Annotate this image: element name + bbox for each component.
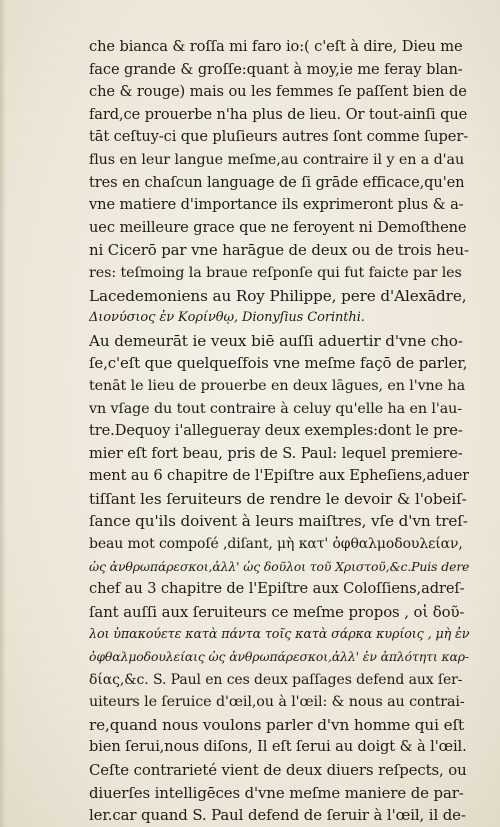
text-line: chef au 3 chapitre de l'Epiſtre aux Coloſſiens,adreſ- [89, 580, 465, 598]
text-line: tiſſant les ſeruiteurs de rendre le devoir & l'obeiſ- [89, 489, 467, 508]
text-line: tenāt le lieu de prouerbe en deux lāgues, en l'vne ha [89, 377, 465, 394]
text-line: face grande & groſſe:quant à moy,ie me feray blan- [89, 60, 463, 78]
page-edge-shadow [0, 0, 6, 827]
text-line: uiteurs le ſeruice d'œil,ou à l'œil: & nous au contrai- [89, 694, 465, 711]
text-line: Διονύσιος ἐν Κορίνθῳ, Dionyſius Corinthi. [89, 310, 365, 326]
text-line: che & rouge) mais ou les femmes ſe paſſent bien de [89, 83, 467, 101]
text-line: bien ſerui,nous diſons, Il eſt ſerui au doigt & à l'œil. [89, 738, 467, 756]
text-line: ὡς ἀνθρωπάρεσκοι,ἀλλ' ὡς δοῦλοι τοῦ Χριστοῦ,&c.Puis dere [89, 558, 469, 574]
text-line: δίας,&c. S. Paul en ces deux paſſages defend aux ſer- [89, 671, 463, 688]
text-line: tāt ceſtuy-ci que pluſieurs autres ſont comme ſuper- [89, 128, 469, 146]
text-line: ſant auſſi aux ſeruiteurs ce meſme propos , οἱ δοῦ- [89, 602, 465, 621]
text-line: ni Cicerō par vne harāgue de deux ou de trois heu- [89, 241, 469, 260]
text-line: che bianca & roſſa mi faro io:( c'eſt à dire, Dieu me [89, 38, 463, 55]
text-line: λοι ὑπακούετε κατὰ πάντα τοῖς κατὰ σάρκα κυρίοις , μὴ ἐν [89, 626, 469, 642]
text-line: mier eſt fort beau, pris de S. Paul: lequel premiere- [89, 444, 463, 462]
text-line: vne matiere d'importance ils exprimeront plus & a- [89, 196, 464, 214]
text-line: uec meilleure grace que ne feroyent ni Demoſthene [89, 218, 467, 236]
text-line: ler.car quand S. Paul defend de ſeruir à l'œil, il de- [89, 806, 466, 825]
text-line: Ceſte contrarieté vient de deux diuers reſpects, ou [89, 761, 467, 779]
text-line: flus en leur langue meſme,au contraire il y en a d'au [89, 151, 465, 168]
text-line: Lacedemoniens au Roy Philippe, pere d'Alexādre, [89, 286, 467, 305]
text-line: ὀφθαλμοδουλείαις ὡς ἀνθρωπάρεσκοι,ἀλλ' ἐν ἁπλότητι καρ- [89, 649, 469, 665]
text-line: ſance qu'ils doivent à leurs maiſtres, vſe d'vn treſ- [89, 512, 468, 531]
text-line: beau mot compoſé ,diſant, μὴ κατ' ὀφθαλμοδουλείαν, [89, 536, 463, 553]
text-line: re,quand nous voulons parler d'vn homme qui eſt [89, 715, 465, 734]
text-line: Au demeurāt ie veux biē auſſi aduertir d'vne cho- [89, 331, 463, 350]
text-line: res: teſmoing la braue reſponſe qui fut faicte par les [89, 264, 462, 281]
text-line: ment au 6 chapitre de l'Epiſtre aux Epheſiens,aduer [89, 467, 469, 485]
text-column [89, 36, 469, 827]
text-line: ſe,c'eſt que quelqueſfois vne meſme façō de parler, [89, 354, 468, 373]
text-line: tres en chaſcun language de ſi grāde efficace,qu'en [89, 173, 465, 191]
text-line: tre.Dequoy i'allegueray deux exemples:dont le pre- [89, 422, 463, 440]
text-line: diuerſes intelligēces d'vne meſme maniere de par- [89, 783, 464, 802]
text-line: fard,ce prouerbe n'ha plus de lieu. Or tout-ainſi que [89, 105, 468, 123]
text-line: vn vſage du tout contraire à celuy qu'elle ha en l'au- [89, 400, 462, 417]
